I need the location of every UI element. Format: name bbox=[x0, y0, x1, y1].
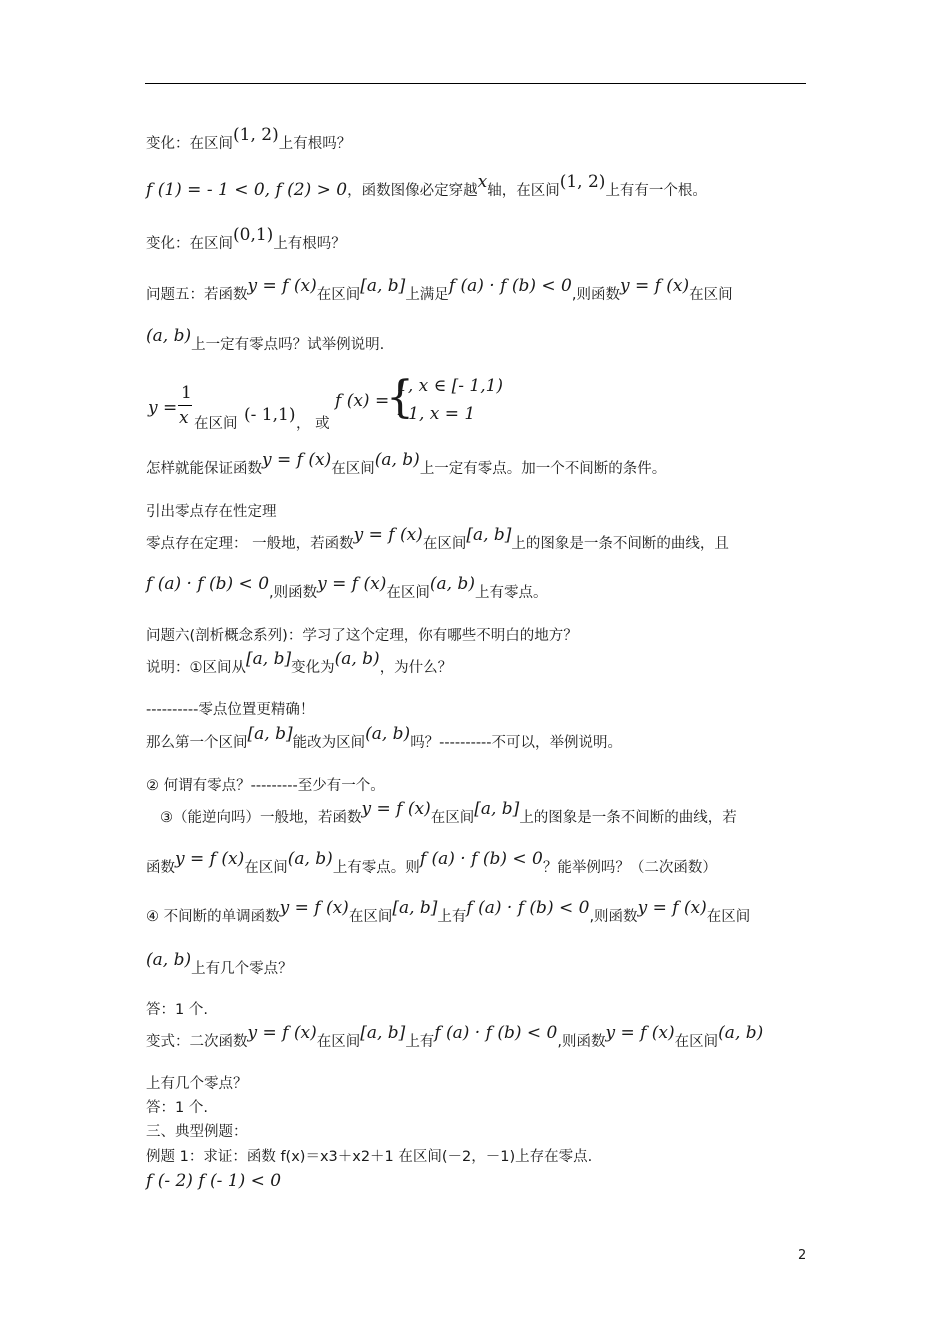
text-line-5: (a, b)上一定有零点吗？试举例说明. bbox=[146, 326, 385, 353]
text-line-4: 问题五：若函数y = f (x)在区间[a, b]上满足f (a) · f (b) < 0,则函数y = f (x)在区间 bbox=[146, 276, 733, 303]
text-line-9: 零点存在定理： 一般地，若函数y = f (x)在区间[a, b]上的图象是一条不间断的曲线，且 bbox=[146, 525, 729, 552]
text-line-26: f (- 2) f (- 1) < 0 bbox=[146, 1171, 282, 1191]
piecewise-case-2: - 1, x = 1 bbox=[397, 404, 476, 424]
text-line-21: 变式：二次函数y = f (x)在区间[a, b]上有f (a) · f (b) < 0,则函数y = f (x)在区间(a, b) bbox=[146, 1023, 764, 1050]
text-line-12: 说明：①区间从[a, b]变化为(a, b)，为什么？ bbox=[146, 649, 453, 676]
piecewise-brace: { bbox=[386, 372, 414, 423]
text-line-24: 三、典型例题： bbox=[146, 1124, 248, 1140]
piecewise-lhs: f (x) = bbox=[335, 391, 390, 411]
header-rule bbox=[145, 83, 806, 84]
text-line-8: 引出零点存在性定理 bbox=[146, 504, 277, 520]
text-line-14: 那么第一个区间[a, b]能改为区间(a, b)吗？----------不可以，举例说明。 bbox=[146, 724, 623, 751]
text-line-7: 怎样就能保证函数y = f (x)在区间(a, b)上一定有零点。加一个不间断的条件。 bbox=[146, 450, 667, 477]
text-line-23: 答：1 个. bbox=[146, 1100, 208, 1116]
text-line-18: ④ 不间断的单调函数y = f (x)在区间[a, b]上有f (a) · f (b) < 0,则函数y = f (x)在区间 bbox=[146, 898, 751, 925]
interval-math: (- 1,1) bbox=[244, 405, 296, 425]
text-line-25: 例题 1：求证：函数 f(x)＝x3＋x2＋1 在区间(－2，－1)上存在零点. bbox=[146, 1149, 593, 1165]
fraction-numerator: 1 bbox=[181, 383, 192, 403]
fraction-denominator: x bbox=[179, 408, 189, 428]
piecewise-case-1: 1, x ∈ [- 1,1) bbox=[397, 376, 504, 396]
fraction-bar bbox=[178, 405, 192, 406]
text-line-11: 问题六(剖析概念系列)：学习了这个定理，你有哪些不明白的地方？ bbox=[146, 628, 578, 644]
text-line-10: f (a) · f (b) < 0,则函数y = f (x)在区间(a, b)上有零点。 bbox=[146, 574, 548, 601]
text-or: ， 或 bbox=[296, 416, 330, 432]
text-line-20: 答：1 个. bbox=[146, 1002, 208, 1018]
text-line-15: ② 何谓有零点？---------至少有一个。 bbox=[146, 778, 385, 794]
text-line-17: 函数y = f (x)在区间(a, b)上有零点。则f (a) · f (b) < 0？能举例吗？（二次函数） bbox=[146, 849, 717, 876]
text-line-19: (a, b)上有几个零点？ bbox=[146, 950, 293, 977]
fraction-lhs: y = bbox=[148, 398, 178, 418]
text-line-13: ----------零点位置更精确！ bbox=[146, 702, 315, 718]
text-in-interval: 在区间 bbox=[194, 416, 238, 432]
page-number: 2 bbox=[798, 1248, 807, 1263]
text-line-2: f (1) = - 1 < 0, f (2) > 0，函数图像必定穿越x轴，在区间(1, 2)上有有一个根。 bbox=[146, 172, 707, 200]
text-line-22: 上有几个零点？ bbox=[146, 1076, 248, 1092]
text-line-3: 变化：在区间(0,1)上有根吗？ bbox=[146, 225, 346, 252]
text-line-16: ③（能逆向吗）一般地，若函数y = f (x)在区间[a, b]上的图象是一条不间断的曲线，若 bbox=[160, 799, 737, 826]
text-line-1: 变化：在区间(1, 2)上有根吗？ bbox=[146, 125, 352, 152]
